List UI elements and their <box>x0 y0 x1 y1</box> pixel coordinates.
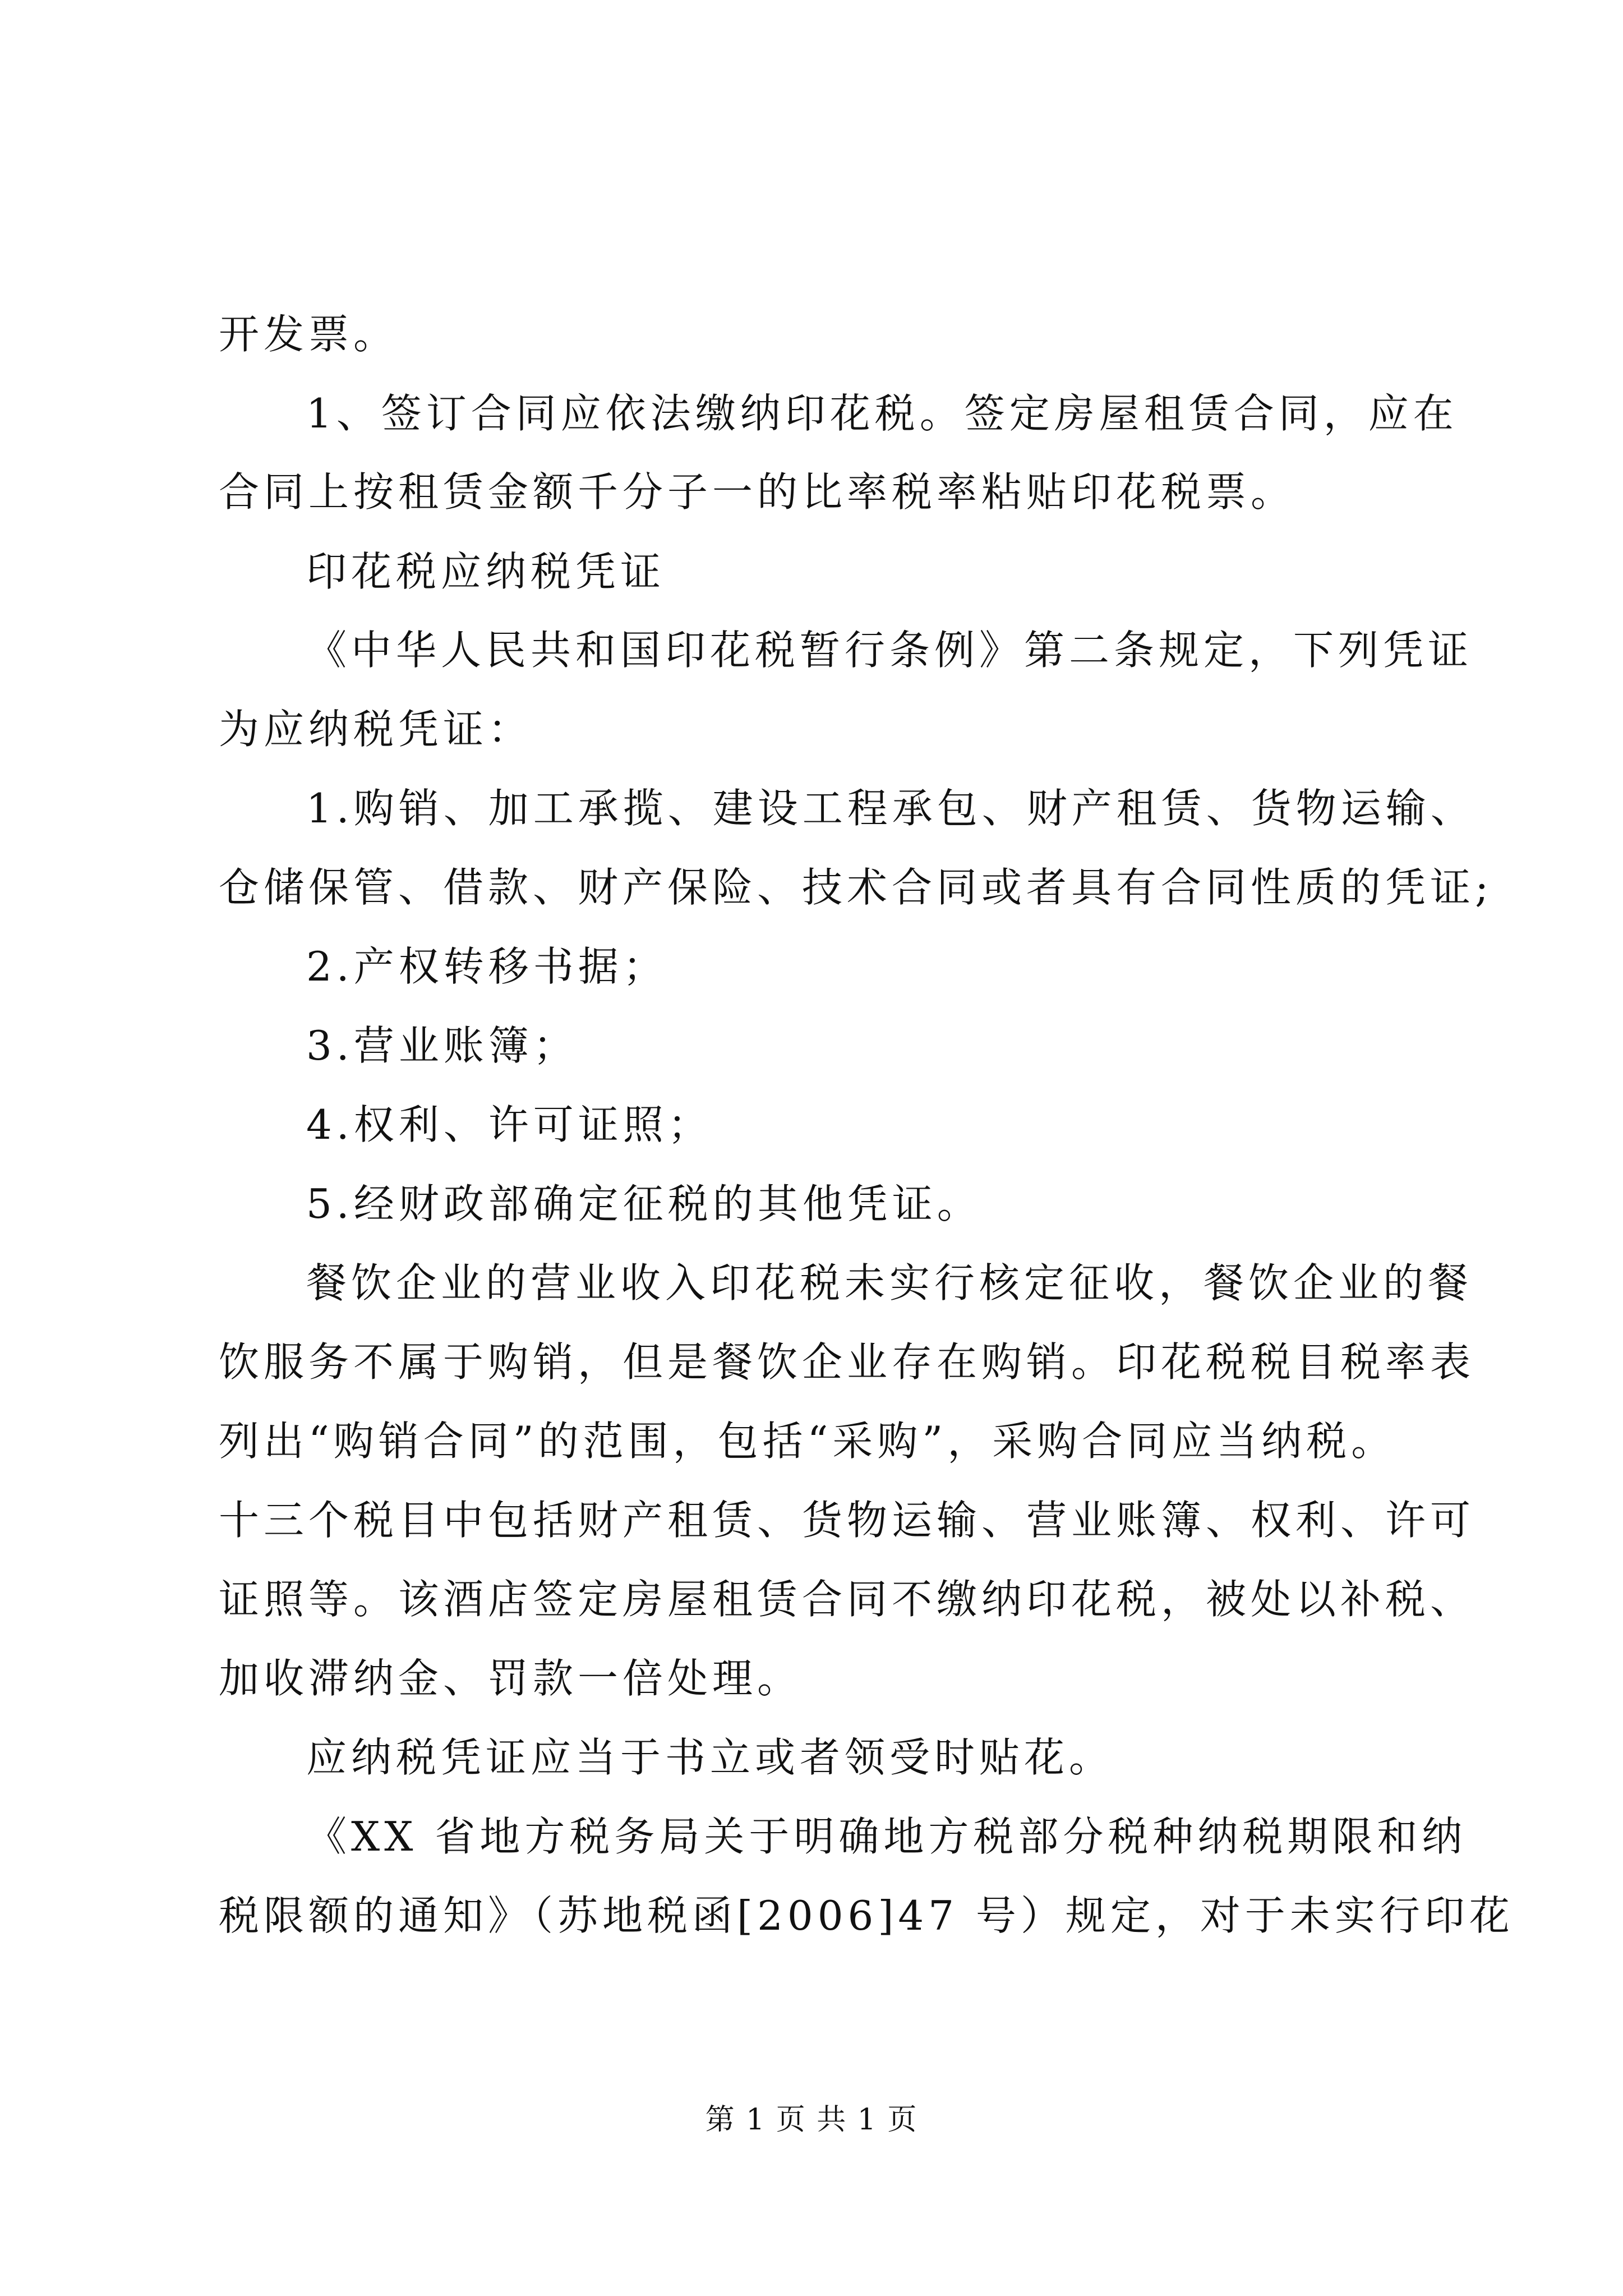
text-line: 5.经财政部确定征税的其他凭证。 <box>306 1180 982 1227</box>
text-line: 1、签订合同应依法缴纳印花税。签定房屋租赁合同，应在 <box>306 390 1458 437</box>
text-line: 1.购销、加工承揽、建设工程承包、财产租赁、货物运输、 <box>306 785 1476 832</box>
page-footer: 第 1 页 共 1 页 <box>705 2103 918 2137</box>
text-line: 加收滞纳金、罚款一倍处理。 <box>219 1655 803 1702</box>
text-line: 餐饮企业的营业收入印花税未实行核定征收，餐饮企业的餐 <box>306 1259 1473 1306</box>
text-line: 合同上按租赁金额千分子一的比率税率粘贴印花税票。 <box>219 468 1296 516</box>
text-line: 3.营业账簿； <box>306 1022 578 1069</box>
text-line: 2.产权转移书据； <box>306 943 668 990</box>
text-line: 印花税应纳税凭证 <box>306 548 666 595</box>
text-line: 4.权利、许可证照； <box>306 1101 713 1148</box>
text-line: 《XX 省地方税务局关于明确地方税部分税种纳税期限和纳 <box>306 1813 1467 1860</box>
text-line: 开发票。 <box>219 311 399 358</box>
text-line: 列出“购销合同”的范围，包括“采购”，采购合同应当纳税。 <box>219 1418 1396 1465</box>
text-line: 十三个税目中包括财产租赁、货物运输、营业账簿、权利、许可 <box>219 1497 1476 1544</box>
text-line: 仓储保管、借款、财产保险、技术合同或者具有合同性质的凭证; <box>219 864 1493 911</box>
text-line: 应纳税凭证应当于书立或者领受时贴花。 <box>306 1734 1114 1781</box>
text-line: 饮服务不属于购销，但是餐饮企业存在购销。印花税税目税率表 <box>219 1338 1476 1386</box>
text-line: 税限额的通知》（苏地税函[2006]47 号）规定，对于未实行印花 <box>219 1892 1514 1939</box>
text-line: 《中华人民共和国印花税暂行条例》第二条规定，下列凭证 <box>306 627 1473 674</box>
text-line: 为应纳税凭证： <box>219 706 533 753</box>
text-line: 证照等。该酒店签定房屋租赁合同不缴纳印花税，被处以补税、 <box>219 1576 1476 1623</box>
